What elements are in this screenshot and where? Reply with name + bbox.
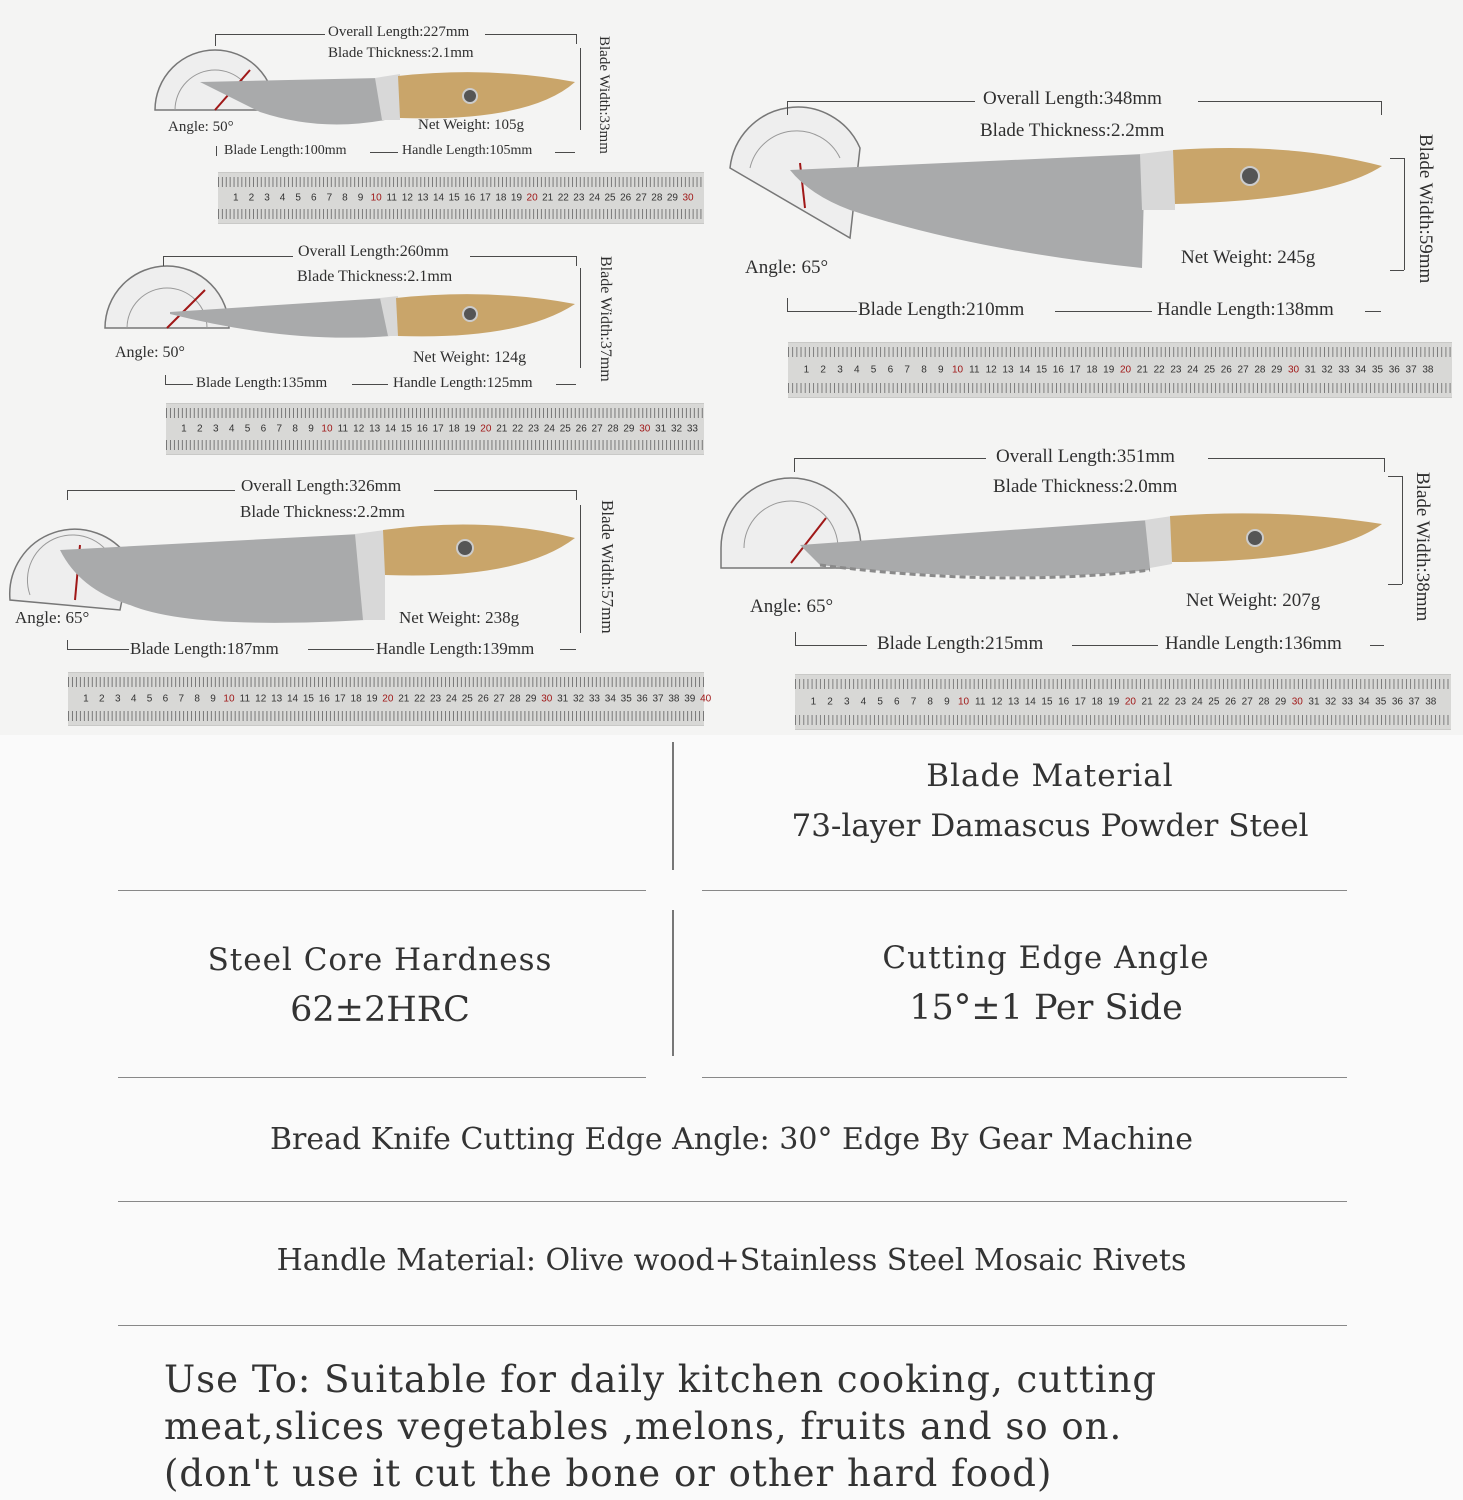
ruler-number: 15 bbox=[302, 693, 314, 705]
ruler-number: 4 bbox=[854, 364, 860, 376]
net-weight-label: Net Weight: 245g bbox=[1181, 247, 1316, 268]
ruler-number: 26 bbox=[620, 192, 632, 204]
ruler-number: 25 bbox=[461, 693, 473, 705]
divider bbox=[672, 742, 674, 870]
angle-label: Angle: 50° bbox=[168, 119, 234, 135]
blade-thickness-label: Blade Thickness:2.2mm bbox=[240, 502, 405, 521]
ruler-number: 7 bbox=[276, 423, 283, 435]
ruler-number: 34 bbox=[604, 693, 616, 705]
ruler-number: 11 bbox=[386, 192, 397, 204]
angle-label: Angle: 65° bbox=[745, 257, 829, 278]
ruler-number: 2 bbox=[248, 192, 255, 204]
ruler-number: 1 bbox=[810, 696, 817, 708]
ruler-number: 4 bbox=[860, 696, 867, 708]
ruler-number: 28 bbox=[1254, 364, 1266, 376]
ruler-number: 6 bbox=[260, 423, 267, 435]
ruler-number: 14 bbox=[1024, 696, 1036, 708]
ruler-number: 36 bbox=[1391, 696, 1403, 708]
ruler-number: 2 bbox=[197, 423, 203, 435]
ruler-number: 20 bbox=[1119, 364, 1132, 376]
ruler-number: 7 bbox=[910, 696, 917, 708]
ruler-number: 29 bbox=[666, 192, 678, 204]
ruler-number: 31 bbox=[1308, 696, 1320, 708]
bread-knife-image bbox=[800, 510, 1385, 590]
ruler-number: 13 bbox=[1002, 364, 1014, 376]
ruler-number: 12 bbox=[353, 423, 365, 435]
ruler-number: 5 bbox=[870, 364, 877, 376]
ruler-number: 15 bbox=[1035, 364, 1048, 376]
ruler-number: 3 bbox=[837, 364, 843, 376]
ruler-number: 34 bbox=[1355, 364, 1367, 376]
angle-label: Angle: 50° bbox=[115, 344, 185, 361]
ruler-number: 19 bbox=[464, 423, 476, 435]
angle-label: Angle: 65° bbox=[15, 608, 90, 627]
ruler-number: 10 bbox=[321, 423, 333, 435]
blade-width-label: Blade Width:57mm bbox=[598, 500, 617, 634]
ruler-number: 11 bbox=[975, 696, 986, 708]
ruler-number: 28 bbox=[607, 423, 619, 435]
ruler-number: 35 bbox=[620, 693, 632, 705]
ruler-number: 18 bbox=[350, 693, 362, 705]
ruler-number: 5 bbox=[877, 696, 883, 708]
ruler-number: 10 bbox=[370, 192, 382, 204]
overall-length-label: Overall Length:351mm bbox=[996, 446, 1175, 467]
ruler-number: 20 bbox=[1124, 696, 1136, 708]
ruler-number: 37 bbox=[652, 693, 664, 705]
ruler-number: 33 bbox=[1341, 696, 1353, 708]
ruler-number: 18 bbox=[1086, 364, 1098, 376]
blade-thickness-label: Blade Thickness:2.2mm bbox=[980, 120, 1165, 141]
ruler-number: 27 bbox=[493, 693, 505, 705]
ruler-number: 22 bbox=[557, 192, 569, 204]
blade-length-label: Blade Length:210mm bbox=[858, 299, 1025, 320]
ruler-number: 9 bbox=[937, 364, 944, 376]
ruler-number: 30 bbox=[1291, 696, 1303, 708]
ruler-number: 35 bbox=[1375, 696, 1387, 708]
ruler-number: 38 bbox=[668, 693, 680, 705]
ruler-number: 28 bbox=[651, 192, 663, 204]
ruler-number: 32 bbox=[670, 423, 683, 435]
ruler-number: 29 bbox=[1271, 364, 1283, 376]
ruler-number: 8 bbox=[927, 696, 933, 708]
ruler-number: 16 bbox=[318, 693, 330, 705]
ruler-number: 36 bbox=[1388, 364, 1400, 376]
divider bbox=[118, 1077, 646, 1078]
bread-knife-angle: Bread Knife Cutting Edge Angle: 30° Edge By Gear Machine bbox=[269, 1122, 1194, 1157]
ruler-number: 28 bbox=[1258, 696, 1270, 708]
overall-length-label: Overall Length:227mm bbox=[328, 24, 470, 40]
ruler-number: 19 bbox=[366, 693, 378, 705]
ruler-number: 13 bbox=[1008, 696, 1020, 708]
ruler-number: 16 bbox=[1058, 696, 1070, 708]
ruler-number: 31 bbox=[655, 423, 667, 435]
ruler-number: 14 bbox=[286, 693, 299, 705]
ruler-number: 2 bbox=[827, 696, 833, 708]
net-weight-label: Net Weight: 124g bbox=[413, 349, 527, 366]
blade-width-label: Blade Width:37mm bbox=[597, 256, 614, 382]
use-line-2: meat,slices vegetables ,melons, fruits and so on. bbox=[164, 1405, 1123, 1448]
angle-label: Angle: 65° bbox=[750, 596, 834, 617]
ruler-number: 21 bbox=[1141, 696, 1153, 708]
ruler-number: 10 bbox=[223, 693, 235, 705]
net-weight-label: Net Weight: 238g bbox=[399, 608, 520, 627]
ruler-number: 2 bbox=[99, 693, 105, 705]
ruler-number: 30 bbox=[541, 693, 553, 705]
net-weight-label: Net Weight: 207g bbox=[1186, 590, 1321, 611]
ruler-number: 22 bbox=[1153, 364, 1165, 376]
ruler-number: 39 bbox=[684, 693, 696, 705]
ruler-number: 14 bbox=[432, 192, 445, 204]
ruler-number: 23 bbox=[1170, 364, 1182, 376]
overall-length-label: Overall Length:348mm bbox=[983, 88, 1162, 109]
ruler-number: 40 bbox=[700, 693, 712, 705]
ruler-number: 32 bbox=[1325, 696, 1337, 708]
divider bbox=[672, 910, 674, 1056]
ruler-number: 26 bbox=[1224, 696, 1237, 708]
ruler-number: 11 bbox=[239, 693, 251, 705]
hardness-value: 62±2HRC bbox=[290, 990, 470, 1030]
ruler-number: 5 bbox=[146, 693, 153, 705]
ruler-number: 37 bbox=[1405, 364, 1417, 376]
ruler-number: 19 bbox=[1103, 364, 1115, 376]
ruler-number: 22 bbox=[414, 693, 426, 705]
ruler-number: 22 bbox=[512, 423, 524, 435]
ruler-number: 33 bbox=[686, 423, 698, 435]
ruler-number: 36 bbox=[636, 693, 648, 705]
ruler-number: 12 bbox=[255, 693, 267, 705]
ruler-number: 27 bbox=[635, 192, 647, 204]
ruler-number: 30 bbox=[1287, 364, 1300, 376]
ruler-number: 23 bbox=[573, 192, 585, 204]
ruler-number: 3 bbox=[264, 192, 270, 204]
overall-length-label: Overall Length:260mm bbox=[298, 243, 449, 260]
ruler-number: 20 bbox=[480, 423, 492, 435]
ruler-number: 27 bbox=[1241, 696, 1253, 708]
utility-knife-image bbox=[170, 292, 580, 352]
edge-angle-title: Cutting Edge Angle bbox=[882, 940, 1210, 976]
ruler bbox=[218, 172, 704, 224]
ruler-number: 25 bbox=[559, 423, 571, 435]
ruler-number: 24 bbox=[543, 423, 555, 435]
blade-length-label: Blade Length:187mm bbox=[130, 639, 279, 658]
ruler-number: 4 bbox=[279, 192, 286, 204]
ruler-number: 7 bbox=[326, 192, 333, 204]
ruler-number: 26 bbox=[477, 693, 489, 705]
ruler-number: 19 bbox=[1108, 696, 1120, 708]
ruler-number: 13 bbox=[369, 423, 381, 435]
ruler-number: 25 bbox=[1208, 696, 1220, 708]
ruler-number: 9 bbox=[357, 192, 364, 204]
ruler-number: 12 bbox=[985, 364, 997, 376]
ruler-number: 13 bbox=[417, 192, 429, 204]
divider bbox=[702, 890, 1347, 891]
ruler-number: 9 bbox=[210, 693, 216, 705]
ruler-number: 11 bbox=[969, 364, 980, 376]
ruler-number: 26 bbox=[575, 423, 587, 435]
ruler-number: 19 bbox=[510, 192, 523, 204]
handle-length-label: Handle Length:105mm bbox=[402, 143, 533, 158]
knife-dimensions-area bbox=[0, 0, 1463, 735]
ruler-number: 30 bbox=[639, 423, 651, 435]
ruler-number: 33 bbox=[1338, 364, 1350, 376]
ruler-number: 26 bbox=[1220, 364, 1232, 376]
ruler-number: 6 bbox=[162, 693, 169, 705]
ruler-number: 15 bbox=[400, 423, 412, 435]
ruler-number: 21 bbox=[398, 693, 410, 705]
divider bbox=[118, 1201, 1347, 1202]
ruler-number: 17 bbox=[1069, 364, 1081, 376]
blade-length-label: Blade Length:215mm bbox=[877, 633, 1044, 654]
ruler-number: 34 bbox=[1358, 696, 1370, 708]
ruler-number: 17 bbox=[1074, 696, 1086, 708]
use-line-3: (don't use it cut the bone or other hard food) bbox=[164, 1452, 1053, 1495]
ruler-number: 18 bbox=[1091, 696, 1103, 708]
ruler-number: 8 bbox=[342, 192, 348, 204]
ruler bbox=[166, 403, 704, 455]
ruler-number: 28 bbox=[509, 693, 521, 705]
ruler-number: 15 bbox=[448, 192, 460, 204]
ruler-number: 17 bbox=[479, 192, 491, 204]
ruler-number: 6 bbox=[894, 696, 900, 708]
ruler bbox=[68, 672, 712, 726]
ruler-number: 23 bbox=[429, 693, 442, 705]
ruler-number: 17 bbox=[334, 693, 346, 705]
ruler-number: 25 bbox=[604, 192, 616, 204]
ruler-number: 14 bbox=[1019, 364, 1031, 376]
ruler-number: 11 bbox=[337, 423, 349, 435]
ruler-number: 6 bbox=[887, 364, 894, 376]
blade-thickness-label: Blade Thickness:2.0mm bbox=[993, 476, 1178, 497]
ruler-number: 5 bbox=[244, 423, 251, 435]
divider bbox=[118, 1325, 1347, 1326]
ruler-number: 14 bbox=[384, 423, 397, 435]
ruler-number: 29 bbox=[623, 423, 635, 435]
blade-length-label: Blade Length:135mm bbox=[196, 375, 328, 391]
ruler-number: 29 bbox=[525, 693, 537, 705]
ruler-number: 2 bbox=[820, 364, 826, 376]
ruler-number: 21 bbox=[496, 423, 508, 435]
ruler-number: 8 bbox=[194, 693, 200, 705]
ruler-number: 24 bbox=[1187, 364, 1199, 376]
ruler-number: 16 bbox=[416, 423, 428, 435]
ruler-number: 29 bbox=[1275, 696, 1287, 708]
ruler-number: 7 bbox=[904, 364, 910, 376]
ruler-number: 20 bbox=[526, 192, 538, 204]
ruler-number: 1 bbox=[233, 192, 239, 204]
ruler-number: 4 bbox=[130, 693, 137, 705]
ruler-number: 8 bbox=[292, 423, 298, 435]
ruler-number: 16 bbox=[464, 192, 476, 204]
handle-material: Handle Material: Olive wood+Stainless Steel Mosaic Rivets bbox=[276, 1243, 1187, 1278]
ruler-number: 9 bbox=[308, 423, 314, 435]
ruler-number: 12 bbox=[991, 696, 1003, 708]
ruler-number: 35 bbox=[1371, 364, 1384, 376]
blade-material-title: Blade Material bbox=[926, 758, 1174, 794]
ruler-number: 32 bbox=[1321, 364, 1333, 376]
divider bbox=[118, 890, 646, 891]
ruler-number: 38 bbox=[1425, 696, 1437, 708]
handle-length-label: Handle Length:138mm bbox=[1157, 299, 1334, 320]
ruler-number: 31 bbox=[1304, 364, 1316, 376]
edge-angle-value: 15°±1 Per Side bbox=[909, 988, 1183, 1028]
blade-thickness-label: Blade Thickness:2.1mm bbox=[328, 45, 474, 61]
blade-width-label: Blade Width:33mm bbox=[596, 36, 612, 154]
ruler-number: 32 bbox=[572, 693, 585, 705]
ruler-number: 12 bbox=[401, 192, 413, 204]
ruler-number: 1 bbox=[83, 693, 89, 705]
ruler-number: 27 bbox=[1237, 364, 1249, 376]
ruler-number: 3 bbox=[114, 693, 121, 705]
ruler-number: 38 bbox=[1422, 364, 1434, 376]
ruler-number: 8 bbox=[921, 364, 927, 376]
ruler-number: 24 bbox=[1191, 696, 1203, 708]
hardness-title: Steel Core Hardness bbox=[207, 942, 553, 978]
ruler-number: 31 bbox=[557, 693, 569, 705]
ruler-number: 22 bbox=[1158, 696, 1170, 708]
net-weight-label: Net Weight: 105g bbox=[418, 117, 525, 133]
blade-material-value: 73-layer Damascus Powder Steel bbox=[791, 808, 1309, 844]
ruler-number: 27 bbox=[591, 423, 603, 435]
ruler-number: 33 bbox=[588, 693, 600, 705]
ruler-number: 23 bbox=[1174, 696, 1187, 708]
ruler-number: 30 bbox=[682, 192, 694, 204]
ruler-number: 15 bbox=[1041, 696, 1053, 708]
blade-width-label: Blade Width:38mm bbox=[1412, 472, 1433, 622]
ruler bbox=[795, 674, 1451, 730]
ruler-number: 5 bbox=[295, 192, 301, 204]
handle-length-label: Handle Length:136mm bbox=[1165, 633, 1342, 654]
ruler-number: 16 bbox=[1052, 364, 1064, 376]
ruler-number: 37 bbox=[1408, 696, 1420, 708]
overall-length-label: Overall Length:326mm bbox=[241, 476, 402, 495]
ruler-number: 24 bbox=[588, 192, 601, 204]
ruler-number: 20 bbox=[382, 693, 394, 705]
ruler-number: 9 bbox=[944, 696, 950, 708]
ruler-number: 13 bbox=[271, 693, 283, 705]
handle-length-label: Handle Length:125mm bbox=[393, 375, 533, 391]
ruler-number: 10 bbox=[952, 364, 964, 376]
ruler-number: 10 bbox=[957, 696, 970, 708]
ruler-number: 1 bbox=[181, 423, 187, 435]
divider bbox=[702, 1077, 1347, 1078]
ruler-number: 3 bbox=[843, 696, 850, 708]
blade-thickness-label: Blade Thickness:2.1mm bbox=[297, 268, 453, 285]
ruler-number: 3 bbox=[212, 423, 219, 435]
ruler-number: 21 bbox=[542, 192, 554, 204]
ruler-number: 4 bbox=[228, 423, 235, 435]
ruler-number: 23 bbox=[527, 423, 540, 435]
ruler-number: 21 bbox=[1136, 364, 1148, 376]
use-line-1: Use To: Suitable for daily kitchen cooking, cutting bbox=[164, 1358, 1158, 1401]
handle-length-label: Handle Length:139mm bbox=[376, 639, 535, 658]
ruler-number: 24 bbox=[445, 693, 457, 705]
blade-width-label: Blade Width:59mm bbox=[1415, 134, 1436, 284]
ruler-number: 17 bbox=[432, 423, 444, 435]
ruler-number: 18 bbox=[448, 423, 460, 435]
ruler-number: 25 bbox=[1203, 364, 1216, 376]
blade-length-label: Blade Length:100mm bbox=[224, 143, 347, 158]
ruler-number: 1 bbox=[803, 364, 810, 376]
ruler bbox=[788, 342, 1452, 398]
ruler-number: 7 bbox=[178, 693, 185, 705]
ruler-number: 18 bbox=[495, 192, 507, 204]
ruler-number: 6 bbox=[310, 192, 317, 204]
